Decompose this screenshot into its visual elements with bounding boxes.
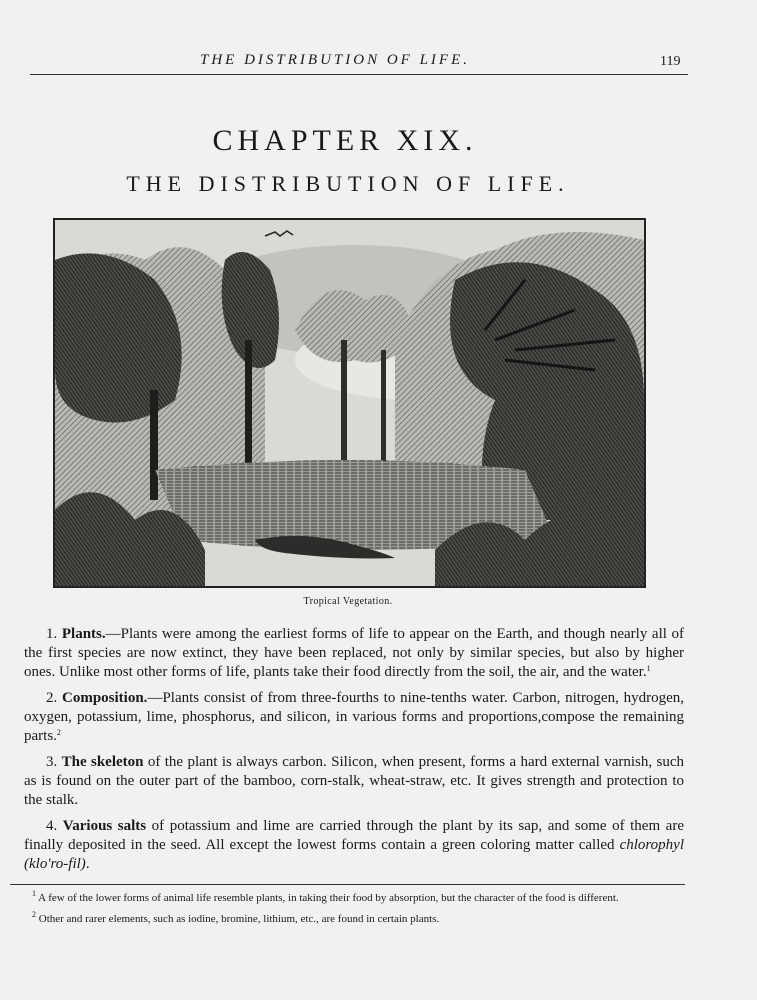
running-head [0,48,757,72]
pronunciation: (klo'ro-fil) [24,856,86,872]
chapter-number: CHAPTER XIX. [212,124,478,157]
footnotes [10,891,685,933]
paragraph: 4. Various salts of potassium and lime are carried through the plant by its sap, and some of them are finally deposited in the seed. All except the lowest forms contain a green coloring matter called chlorophyl (klo'ro-fil). [24,818,684,872]
paragraph-lead: Various salts [62,818,147,834]
header-rule [30,74,688,75]
chapter-title: THE DISTRIBUTION OF LIFE. [126,171,570,196]
body-text [24,625,684,881]
term-chlorophyl: chlorophyl [619,837,684,853]
tropical-vegetation-illustration [53,218,646,588]
running-title: THE DISTRIBUTION OF LIFE. [200,52,470,68]
page-number: 119 [660,54,681,69]
footnote-rule [10,884,685,885]
paragraph-lead: Plants. [61,626,106,642]
footnote: $^1$ A few of the lower forms of animal life resemble plants, in taking their food by absorption, but the character of the food is different. [32,889,619,904]
paragraph-lead: Composition. [62,690,148,706]
figure-caption: Tropical Vegetation. [303,596,393,607]
footnote-ref: 2 [56,728,61,737]
footnote: $^2$ Other and rarer elements, such as iodine, bromine, lithium, etc., are found in certain plants. [32,910,440,925]
paragraph: 1. Plants.—Plants were among the earliest forms of life to appear on the Earth, and though nearly all of the first species are now extinct, they have been replaced, not only by similar species, but also by higher ones. Unlike most other forms of life, plants take their food directly from the soil, the air, and the water.$^1$ [24,626,684,680]
footnote-ref: 1 [646,664,651,673]
paragraph-lead: The skeleton [61,754,144,770]
paragraph: 2. Composition.—Plants consist of from three-fourths to nine-tenths water. Carbon, nitrogen, hydrogen, oxygen, potassium, lime, phosphorus, and silicon, in various forms and proportions,compose the remaining parts.$^2$ [24,690,684,744]
paragraph: 3. The skeleton of the plant is always carbon. Silicon, when present, forms a hard external varnish, such as is found on the outer part of the bamboo, corn-stalk, wheat-straw, etc. It gives strength and protection to the stalk. [24,754,684,808]
